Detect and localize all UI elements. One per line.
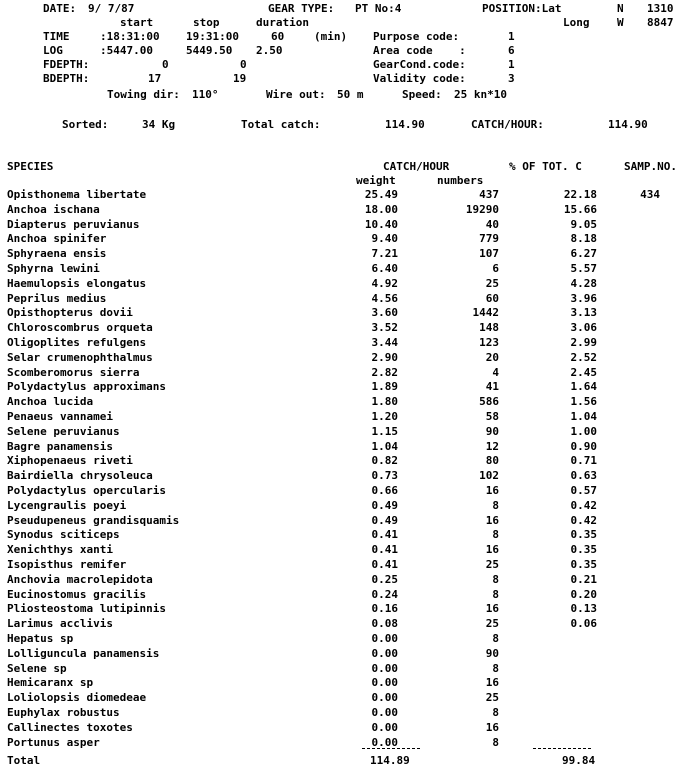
species-name: Xiphopenaeus riveti: [7, 454, 133, 467]
pct-value: 6.27: [570, 247, 597, 260]
pct-value: 0.71: [570, 454, 597, 467]
pct-value: 0.42: [570, 499, 597, 512]
log-label: LOG: [43, 44, 63, 57]
wire-out-value: 50 m: [337, 88, 364, 101]
numbers-value: 41: [485, 380, 499, 393]
species-name: Diapterus peruvianus: [7, 218, 140, 231]
pct-value: 3.13: [570, 306, 597, 319]
weight-value: 1.89: [371, 380, 398, 393]
weight-value: 1.20: [371, 410, 398, 423]
numbers-value: 90: [485, 647, 499, 660]
numbers-value: 16: [485, 484, 499, 497]
species-name: Hepatus sp: [7, 632, 74, 645]
wire-out-label: Wire out:: [266, 88, 326, 101]
long-value: 8847: [647, 16, 674, 29]
lat-value: 1310: [647, 2, 674, 15]
numbers-value: 102: [479, 469, 499, 482]
pct-value: 2.45: [570, 366, 597, 379]
long-hemisphere: W: [617, 16, 624, 29]
species-name: Synodus sciticeps: [7, 528, 120, 541]
pct-value: 2.99: [570, 336, 597, 349]
numbers-value: 8: [492, 588, 499, 601]
species-name: Penaeus vannamei: [7, 410, 113, 423]
sorted-value: 34 Kg: [142, 118, 176, 131]
numbers-value: 8: [492, 736, 499, 749]
fdepth-start: 0: [162, 58, 169, 71]
numbers-value: 779: [479, 232, 499, 245]
pct-value: 0.90: [570, 440, 597, 453]
numbers-value: 8: [492, 662, 499, 675]
pct-value: 0.35: [570, 558, 597, 571]
weight-value: 0.00: [371, 632, 398, 645]
pct-value: 0.20: [570, 588, 597, 601]
numbers-value: 16: [485, 721, 499, 734]
speed-label: Speed:: [402, 88, 442, 101]
pct-value: 15.66: [563, 203, 597, 216]
bdepth-start: 17: [148, 72, 162, 85]
weight-value: 2.82: [371, 366, 398, 379]
species-name: Lolliguncula panamensis: [7, 647, 160, 660]
species-name: Haemulopsis elongatus: [7, 277, 147, 290]
pct-value: 22.18: [563, 188, 597, 201]
species-name: Pseudupeneus grandisquamis: [7, 514, 180, 527]
weight-value: 25.49: [364, 188, 398, 201]
pct-value: 1.64: [570, 380, 597, 393]
pct-value: 3.06: [570, 321, 597, 334]
species-name: Polydactylus opercularis: [7, 484, 166, 497]
weight-value: 9.40: [371, 232, 398, 245]
fdepth-label: FDEPTH:: [43, 58, 90, 71]
speed-value: 25 kn*10: [454, 88, 507, 101]
species-name: Callinectes toxotes: [7, 721, 133, 734]
species-name: Peprilus medius: [7, 292, 107, 305]
gearcond-code-value: 1: [508, 58, 515, 71]
numbers-value: 8: [492, 706, 499, 719]
weight-value: 0.00: [371, 721, 398, 734]
weight-value: 18.00: [364, 203, 398, 216]
weight-value: 0.00: [371, 662, 398, 675]
gearcond-code-label: GearCond.code:: [373, 58, 466, 71]
species-name: Anchoa lucida: [7, 395, 94, 408]
sorted-label: Sorted:: [62, 118, 109, 131]
pct-value: 2.52: [570, 351, 597, 364]
pct-value: 0.57: [570, 484, 597, 497]
numbers-value: 80: [485, 454, 499, 467]
numbers-value: 123: [479, 336, 499, 349]
species-name: Bagre panamensis: [7, 440, 113, 453]
weight-value: 4.56: [371, 292, 398, 305]
numbers-value: 16: [485, 543, 499, 556]
time-label: TIME: [43, 30, 70, 43]
weight-value: 0.41: [371, 528, 398, 541]
log-start: :5447.00: [100, 44, 153, 57]
numbers-value: 8: [492, 528, 499, 541]
validity-code-label: Validity code:: [373, 72, 466, 85]
pct-value: 0.63: [570, 469, 597, 482]
weight-value: 0.24: [371, 588, 398, 601]
species-name: Opisthonema libertate: [7, 188, 147, 201]
weight-value: 2.90: [371, 351, 398, 364]
pct-total-rule: [533, 748, 591, 749]
species-name: Eucinostomus gracilis: [7, 588, 147, 601]
pct-value: 0.06: [570, 617, 597, 630]
numbers-value: 12: [485, 440, 499, 453]
species-name: Lycengraulis poeyi: [7, 499, 127, 512]
weight-value: 6.40: [371, 262, 398, 275]
time-start: :18:31:00: [100, 30, 160, 43]
weight-value: 0.73: [371, 469, 398, 482]
gear-type-value: PT No:4: [355, 2, 402, 15]
numbers-value: 586: [479, 395, 499, 408]
weight-value: 0.00: [371, 647, 398, 660]
col-start-label: start: [120, 16, 154, 29]
numbers-value: 4: [492, 366, 499, 379]
pct-value: 1.56: [570, 395, 597, 408]
numbers-value: 40: [485, 218, 499, 231]
species-name: Euphylax robustus: [7, 706, 120, 719]
numbers-value: 60: [485, 292, 499, 305]
sample-number-column-header: SAMP.NO.: [624, 160, 677, 173]
purpose-code-label: Purpose code:: [373, 30, 460, 43]
date-value: 9/ 7/87: [88, 2, 135, 15]
numbers-value: 90: [485, 425, 499, 438]
weight-value: 3.52: [371, 321, 398, 334]
weight-value: 1.80: [371, 395, 398, 408]
col-duration-label: duration: [256, 16, 309, 29]
weight-value: 0.00: [371, 706, 398, 719]
numbers-value: 25: [485, 691, 499, 704]
fdepth-stop: 0: [240, 58, 247, 71]
pct-value: 1.04: [570, 410, 597, 423]
log-stop: 5449.50: [186, 44, 233, 57]
numbers-value: 8: [492, 632, 499, 645]
pct-value: 9.05: [570, 218, 597, 231]
pct-value: 5.57: [570, 262, 597, 275]
species-name: Scomberomorus sierra: [7, 366, 140, 379]
weight-value: 0.16: [371, 602, 398, 615]
validity-code-value: 3: [508, 72, 515, 85]
col-stop-label: stop: [193, 16, 220, 29]
numbers-value: 19290: [465, 203, 499, 216]
weight-value: 1.15: [371, 425, 398, 438]
weight-value: 1.04: [371, 440, 398, 453]
weight-value: 0.49: [371, 514, 398, 527]
weight-value: 0.00: [371, 736, 398, 749]
numbers-value: 25: [485, 617, 499, 630]
numbers-value: 437: [479, 188, 499, 201]
numbers-value: 107: [479, 247, 499, 260]
pct-total-column-header: % OF TOT. C: [509, 160, 582, 173]
species-name: Loliolopsis diomedeae: [7, 691, 147, 704]
weight-value: 10.40: [364, 218, 398, 231]
weight-value: 0.00: [371, 691, 398, 704]
date-label: DATE:: [43, 2, 77, 15]
numbers-value: 8: [492, 573, 499, 586]
weight-value: 3.60: [371, 306, 398, 319]
bdepth-label: BDEPTH:: [43, 72, 90, 85]
bdepth-stop: 19: [233, 72, 247, 85]
area-code-value: 6: [508, 44, 515, 57]
pct-value: 3.96: [570, 292, 597, 305]
time-unit: (min): [314, 30, 348, 43]
total-catch-value: 114.90: [385, 118, 425, 131]
weight-total-rule: [362, 748, 420, 749]
species-name: Bairdiella chrysoleuca: [7, 469, 153, 482]
weight-value: 0.41: [371, 558, 398, 571]
weight-value: 7.21: [371, 247, 398, 260]
log-duration: 2.50: [256, 44, 283, 57]
weight-value: 0.49: [371, 499, 398, 512]
pct-value: 4.28: [570, 277, 597, 290]
weight-total: 114.89: [370, 754, 410, 767]
pct-value: 0.42: [570, 514, 597, 527]
pct-value: 0.35: [570, 543, 597, 556]
species-name: Hemicaranx sp: [7, 676, 94, 689]
numbers-value: 148: [479, 321, 499, 334]
total-catch-label: Total catch:: [241, 118, 321, 131]
species-name: Anchovia macrolepidota: [7, 573, 153, 586]
weight-value: 0.00: [371, 676, 398, 689]
pct-total: 99.84: [562, 754, 596, 767]
numbers-value: 16: [485, 676, 499, 689]
pct-value: 0.13: [570, 602, 597, 615]
position-lat-label: POSITION:Lat: [482, 2, 562, 15]
species-name: Isopisthus remifer: [7, 558, 127, 571]
numbers-value: 20: [485, 351, 499, 364]
towing-dir-value: 110°: [192, 88, 219, 101]
towing-dir-label: Towing dir:: [107, 88, 180, 101]
pct-value: 1.00: [570, 425, 597, 438]
species-name: Anchoa ischana: [7, 203, 100, 216]
species-name: Larimus acclivis: [7, 617, 113, 630]
numbers-subheader: numbers: [437, 174, 484, 187]
weight-value: 4.92: [371, 277, 398, 290]
purpose-code-value: 1: [508, 30, 515, 43]
weight-value: 3.44: [371, 336, 398, 349]
weight-value: 0.66: [371, 484, 398, 497]
gear-type-label: GEAR TYPE:: [268, 2, 335, 15]
species-column-header: SPECIES: [7, 160, 54, 173]
catch-hour-label: CATCH/HOUR:: [471, 118, 544, 131]
weight-subheader: weight: [356, 174, 396, 187]
area-code-label: Area code :: [373, 44, 466, 57]
species-name: Chloroscombrus orqueta: [7, 321, 153, 334]
numbers-value: 25: [485, 558, 499, 571]
numbers-value: 1442: [472, 306, 499, 319]
pct-value: 8.18: [570, 232, 597, 245]
weight-value: 0.08: [371, 617, 398, 630]
species-name: Opisthopterus dovii: [7, 306, 133, 319]
numbers-value: 16: [485, 602, 499, 615]
species-name: Polydactylus approximans: [7, 380, 166, 393]
total-label: Total: [7, 754, 41, 767]
species-name: Selene sp: [7, 662, 67, 675]
time-duration: 60: [271, 30, 285, 43]
numbers-value: 6: [492, 262, 499, 275]
time-stop: 19:31:00: [186, 30, 239, 43]
weight-value: 0.82: [371, 454, 398, 467]
weight-value: 0.25: [371, 573, 398, 586]
species-name: Portunus asper: [7, 736, 100, 749]
pct-value: 0.21: [570, 573, 597, 586]
long-label: Long: [563, 16, 590, 29]
pct-value: 0.35: [570, 528, 597, 541]
sample-number: 434: [640, 188, 660, 201]
species-name: Sphyrna lewini: [7, 262, 100, 275]
numbers-value: 16: [485, 514, 499, 527]
species-name: Selar crumenophthalmus: [7, 351, 153, 364]
species-name: Oligoplites refulgens: [7, 336, 147, 349]
species-name: Xenichthys xanti: [7, 543, 113, 556]
species-name: Anchoa spinifer: [7, 232, 107, 245]
weight-value: 0.41: [371, 543, 398, 556]
numbers-value: 25: [485, 277, 499, 290]
numbers-value: 58: [485, 410, 499, 423]
species-name: Selene peruvianus: [7, 425, 120, 438]
catch-hour-value: 114.90: [608, 118, 648, 131]
lat-hemisphere: N: [617, 2, 624, 15]
species-name: Pliosteostoma lutipinnis: [7, 602, 166, 615]
catch-hour-column-header: CATCH/HOUR: [383, 160, 450, 173]
species-name: Sphyraena ensis: [7, 247, 107, 260]
numbers-value: 8: [492, 499, 499, 512]
